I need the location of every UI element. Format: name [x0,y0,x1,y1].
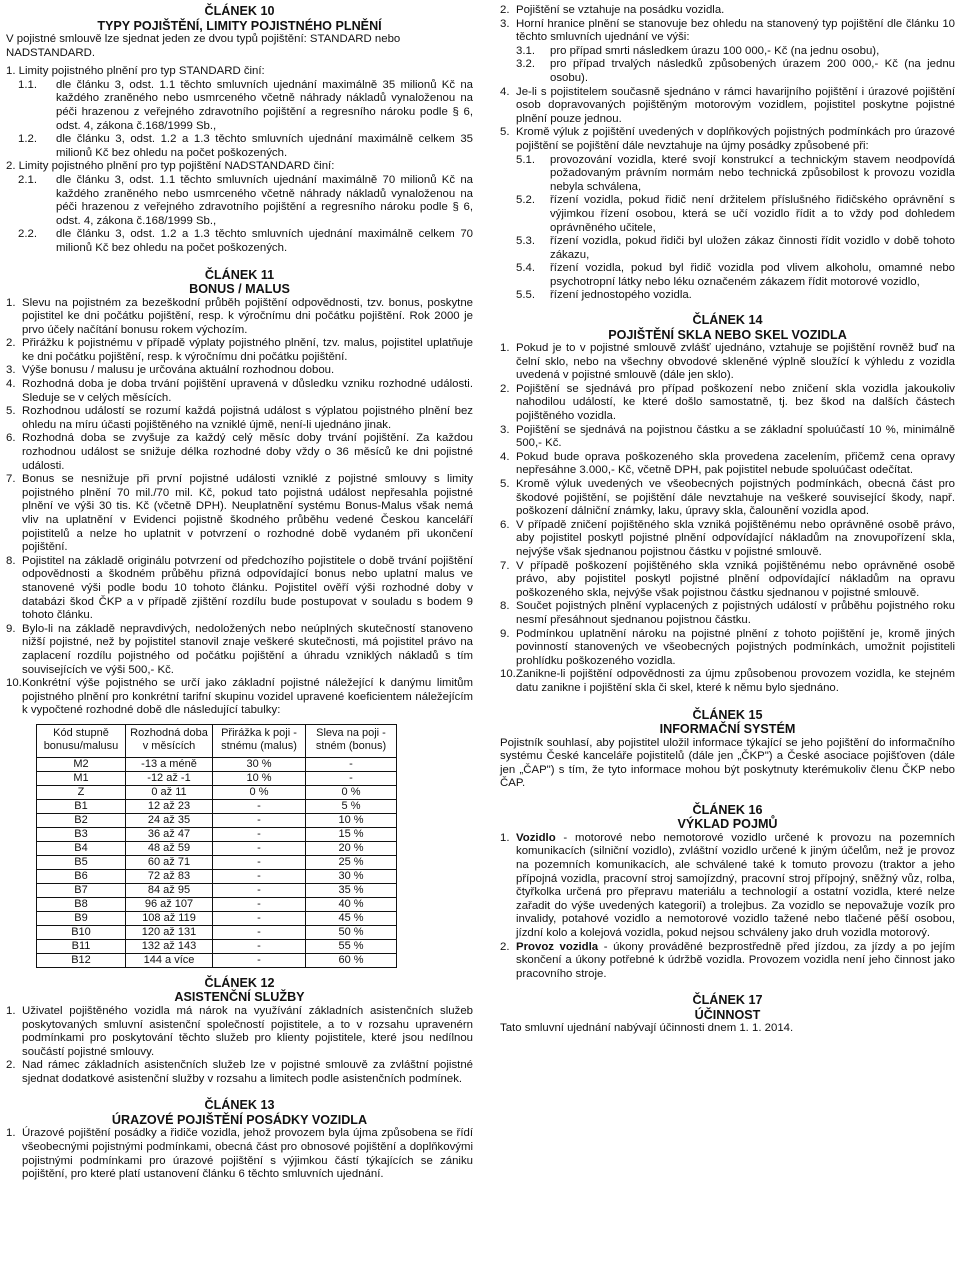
table-cell: - [306,771,397,785]
table-row [37,813,397,827]
article-17-text: Tato smluvní ujednání nabývají účinnosti dnem 1. 1. 2014. [500,1022,794,1035]
table-cell: - [213,799,306,813]
table-cell: 48 až 59 [126,841,213,855]
table-cell: - [213,897,306,911]
table-cell: 10 % [306,813,397,827]
list-item: 2. Přirážku k pojistnému v případě výplaty pojistného plnění, tzv. malus, pojistitel uplatňuje ke dni počátku pojištění, resp. k výročnímu dni počátku pojištění. [6,337,473,363]
list-subitem: 5.4. řízení vozidla, pokud byl řidič vozidla pod vlivem alkoholu, omamné nebo psychotropní látky nebo léku označeném zákazem řídit motorové vozidlo, [516,262,955,288]
table-cell: B10 [37,925,126,939]
table-cell: 96 až 107 [126,897,213,911]
list-subitem: 5.3. řízení vozidla, pokud řidiči byl uložen zákaz činnosti řídit vozidlo v době tohoto zákazu, [516,235,955,261]
table-cell: -12 až -1 [126,771,213,785]
article-14-list [500,342,955,695]
list-subitem: 5.5. řízení jednostopého vozidla. [516,289,692,302]
table-cell: M1 [37,771,126,785]
article-13-subtitle: ÚRAZOVÉ POJIŠTĚNÍ POSÁDKY VOZIDLA [111,1112,368,1127]
list-item: 5. Rozhodnou událostí se rozumí každá pojistná událost s výplatou pojistného plnění bez ohledu na míru účasti pojištěného na vzniklé újmě, není-li ujednáno jinak. [6,405,473,431]
table-cell: 12 až 23 [126,799,213,813]
table-row [37,771,397,785]
table-cell: - [213,953,306,967]
table-cell: 30 % [306,869,397,883]
article-10-point-2: 2. Limity pojistného plnění pro typ pojištění NADSTANDARD činí: [6,160,335,173]
article-10-point-2-1: 2.1. dle článku 3, odst. 1.1 těchto smluvních ujednání maximálně 70 milionů Kč na každého zraněného nebo usmrceného včetně náhrady nákladů vynaloženou na péči hrazenou z veřejného zdravotního pojištění a regresního nároku podle § 6, odst. 4, zákona č.168/1999 Sb., [18,173,473,227]
table-row [37,869,397,883]
table-cell: 40 % [306,897,397,911]
list-subitem: 5.1. provozování vozidla, které svojí konstrukcí a technickým stavem neodpovídá požadovaným právním normám nebo technická způsobilost k provozu vozidla nebyla schválena, [516,153,955,193]
bonus-malus-table [36,724,397,968]
table-cell: - [213,939,306,953]
table-cell: 36 až 47 [126,827,213,841]
table-cell: B6 [37,869,126,883]
article-12-title: ČLÁNEK 12 [204,975,275,990]
table-row [37,799,397,813]
table-row [37,757,397,771]
list-item: 1. Úrazové pojištění posádky a řidiče vozidla, jehož provozem byla újma způsobena se řídí všeobecnými pojistnými podmínkami, obecná část pro obnosové pojištění a doplňkovými pojistnými podmínkami pro úrazové pojištění s výjimkou částí týkajících se zániku pojištění, pro které platí ustanovení článku 6 těchto smluvních ujednání. [6,1127,473,1181]
list-item: 8. Součet pojistných plnění vyplacených z pojistných událostí v průběhu pojistného roku nesmí přesáhnout sjednanou pojistnou částku. [500,600,955,626]
list-item: 3. Pojištění se sjednává na pojistnou částku a se základní spoluúčastí 10 %, minimálně 500,- Kč. [500,423,955,450]
list-subitem: 3.1. pro případ smrti následkem úrazu 100 000,- Kč (na jednu osobu), [516,44,880,57]
table-cell: 24 až 35 [126,813,213,827]
table-cell: - [213,827,306,841]
list-item: 2. Nad rámec základních asistenčních služeb lze v pojistné smlouvě za zvláštní pojistné sjednat dodatkové asistenční služby v rozsahu a limitech podle asistenčních podmínek. [6,1059,473,1085]
table-cell: 50 % [306,925,397,939]
table-row [37,785,397,799]
table-row [37,855,397,869]
list-item: 2. Pojištění se sjednává pro případ poškození nebo zničení skla vozidla jakoukoliv nahodilou událostí, ke které došlo samostatně, tj. bez škod na dalších částech pojištěného vozidla. [500,382,955,423]
table-cell: 35 % [306,883,397,897]
table-cell: - [213,883,306,897]
list-item: 4. Rozhodná doba je doba trvání pojištění upravená v důsledku vzniku rozhodné události. Sleduje se v celých měsících. [6,378,473,404]
article-16-subtitle: VÝKLAD POJMŮ [677,817,778,832]
article-13-title: ČLÁNEK 13 [204,1098,275,1113]
table-cell: -13 a méně [126,757,213,771]
column-header: Sleva na poji - stném (bonus) [306,724,397,757]
list-item: 8. Pojistitel na základě originálu potvrzení od předchozího pojistitele o době trvání pojištění odpovědnosti a škodném průběhu přizná odpovídající bonus nebo uplatní malus ve stanovené výši podle bodu 10 tohoto článku. Pojistitel ověří výši rozhodné doby v databázi škod ČKP a v případě zjištění rozdílu bude postupovat v souladu s bodem 9 tohoto článku. [6,554,473,622]
article-10-point-1-2: 1.2. dle článku 3, odst. 1.2 a 1.3 těchto smluvních ujednání maximálně celkem 35 milionů Kč bez ohledu na počet poškozených. [18,133,473,159]
table-body [37,757,397,967]
list-item: 7. V případě poškození pojištěného skla vzniká pojištěnému nebo oprávněné osobě právo, aby pojistitel poskytl pojistné plnění odpovídající nákladům na opravu poškozeného skla, nejvýše však pojistnou částku sjednanou v pojistné smlouvě. [500,559,955,599]
article-11-title: ČLÁNEK 11 [204,267,275,282]
article-10-intro: V pojistné smlouvě lze sjednat jeden ze dvou typů pojištění: STANDARD nebo NADSTANDARD. [6,33,401,59]
table-cell: 5 % [306,799,397,813]
table-cell: B9 [37,911,126,925]
table-cell: 108 až 119 [126,911,213,925]
list-item: 1. Vozidlo - motorové nebo nemotorové vozidlo určené k provozu na pozemních komunikacích (silniční vozidlo), zvláštní vozidlo určené k jiným účelům, než je provoz na pozemních komunikacích, ale schválené také k tomuto provozu (traktor a jeho přípojná vozidla, pracovní stroj samojízdný, pracovní stroj přípojný, sněžný vůz, rolba, čtyřkolka určená pro přepravu materiálu a technologií a ostatní vozidla, které nelze zařadit do výše uvedených kategorií) a trolejbus. Za vozidlo se nepovažuje vozík pro invalidy, potahové vozidlo a nemotorové vozidlo tažené nebo tlačené pěší osobou, jízdní kolo a kolejová vozidla, pokud nejsou schváleny jako druh vozidla motorový. [500,831,955,940]
list-item: 10. Konkrétní výše pojistného se určí jako základní pojistné náležející k danýmu limitům pojistného plnění pro konkrétní tarifní skupinu vozidel upravené koeficientem náležejícím k vypočtené rozhodné době dle následující tabulky: [6,677,473,717]
list-item: 1. Pokud je to v pojistné smlouvě zvlášť ujednáno, vztahuje se pojištění rovněž buď na čelní sklo, nebo na všechny obvodové skleněné výplně sloužící k výhledu z vozidla uvedená v pojistné smlouvě (dále jen sklo). [500,342,955,382]
article-17-subtitle: ÚČINNOST [694,1007,761,1022]
table-cell: 20 % [306,841,397,855]
table-cell: 120 až 131 [126,925,213,939]
table-cell: 30 % [213,757,306,771]
column-header: Kód stupně bonusu/malusu [37,724,126,757]
list-item: 2. Pojištění se vztahuje na posádku vozidla. [500,4,725,16]
article-10-point-2-2: 2.2. dle článku 3, odst. 1.2 a 1.3 těchto smluvních ujednání maximálně celkem 70 milionů Kč bez ohledu na počet poškozených. [18,228,473,254]
list-item: 9. Bylo-li na základě nepravdivých, nedoložených nebo neúplných skutečností stanoveno nižší pojistné, než by pojistitel stanovil znaje veškeré skutečnosti, má pojistitel právo na zaplacení rozdílu pojistného od počátku pojištění a úhradu vzniklých nákladů s tím souvisejících ve výši 500,- Kč. [6,622,473,676]
list-item: 1. Slevu na pojistném za bezeškodní průběh pojištění odpovědnosti, tzv. bonus, poskytne pojistitel ke dni počátku pojištění, resp. k výročnímu dni počátku pojištění. Rok 2000 je prvo účely načítání bonusu rokem výchozím. [6,296,473,336]
table-cell: B4 [37,841,126,855]
article-14-title: ČLÁNEK 14 [692,313,763,328]
table-row [37,827,397,841]
list-item: 4. Je-li s pojistitelem současně sjednáno v rámci havarijního pojištění i úrazové pojištění osob dopravovaných pojištěným motorovým vozidlem, pojistitel poskytne pojistné plnění pouze jednou. [500,85,955,125]
article-10-point-1-1: 1.1. dle článku 3, odst. 1.1 těchto smluvních ujednání maximálně 35 milionů Kč na každého zraněného nebo usmrceného včetně náhrady nákladů vynaloženou na péči hrazenou z veřejného zdravotního pojištění a regresního nároku podle § 6, odst. 4, zákona č.168/1999 Sb., [18,78,473,132]
term: Vozidlo [516,831,556,844]
table-row [37,841,397,855]
table-cell: 55 % [306,939,397,953]
list-item: 6. Rozhodná doba se zvyšuje za každý celý měsíc doby trvání pojištění. Za každou rozhodnou událost se snižuje délka rozhodné doby vždy o 36 měsíců ke dni pojistné události. [6,432,473,472]
list-item: 9. Podmínkou uplatnění nároku na pojistné plnění z tohoto pojištění je, kromě jiných povinností stanovených ve všeobecných pojistných podmínkách, umožnit pojistiteli prohlídku poškozeného vozidla. [500,627,955,667]
table-cell: - [213,841,306,855]
table-cell: B7 [37,883,126,897]
table-row [37,939,397,953]
table-cell: - [213,911,306,925]
list-item: 1. Uživatel pojištěného vozidla má nárok na využívání základních asistenčních služeb poskytovaných smluvní asistenční společností pojistitele, a to v rozsahu upravenérn podmínkami pro poskytování těchto služeb pro klienty pojistitele, které jsou nedílnou součástí pojistné smlouvy. [6,1004,473,1058]
list-item: 3. Horní hranice plnění se stanovuje bez ohledu na stanovený typ pojištění dle článku 10 těchto smluvních ujednání ve výši: [500,17,955,44]
column-header: Přirážka k poji - stnému (malus) [213,724,306,757]
list-item: 10. Zanikne-li pojištění odpovědnosti za újmu způsobenou provozem vozidla, ke stejném datu zanikne i pojištění skla či skel, které k němu bylo sjednáno. [500,668,955,694]
table-cell: Z [37,785,126,799]
table-cell: 0 % [213,785,306,799]
article-11-subtitle: BONUS / MALUS [189,282,290,296]
table-cell: 60 % [306,953,397,967]
article-15-title: ČLÁNEK 15 [692,707,763,722]
article-11-list [6,297,473,718]
list-subitem: 3.2. pro případ trvalých následků způsobených úrazem 200 000,- Kč (na jednu osobu). [516,58,955,84]
table-row [37,911,397,925]
table-cell: 45 % [306,911,397,925]
list-item: 3. Výše bonusu / malusu je určována aktuální rozhodnou dobou. [6,364,335,377]
table-row [37,925,397,939]
table-row [37,953,397,967]
list-subitem: 5.2. řízení vozidla, pokud řidič není držitelem příslušného řidičského oprávnění s výjimkou řízení osobou, která se učí vozidlo řídit a to vždy pod dohledem oprávněného učitele, [516,194,955,234]
list-item: 5. Kromě výluk uvedených ve všeobecných pojistných podmínkách, obecná část pro škodové pojištění, se pojištění dále nevztahuje na veškeré související škody, např. poškození dálniční známky, laku, úpravy skla, čalounění vozidla apod. [500,478,955,518]
article-17-title: ČLÁNEK 17 [692,993,763,1008]
table-cell: - [213,855,306,869]
table-cell: - [213,925,306,939]
table-cell: 25 % [306,855,397,869]
list-item: 5. Kromě výluk z pojištění uvedených v doplňkových pojistných podmínkách pro úrazové pojištění se pojištění dále nevztahuje na újmy posádky způsobené při: [500,126,955,152]
table-cell: B5 [37,855,126,869]
table-header-row [37,724,397,757]
list-item: 7. Bonus se nesnižuje při první pojistné události vzniklé z pojistné smlouvy s limity pojistného plnění 70 mil./70 mil. Kč, pokud tato pojistná událost nepřesahla pojistné plnění ve výši 30 tis. Kč (včetně DPH). Neuplatnění systému Bonus-Malus však nemá vliv na uplatnění v Evidenci pojistně škodného průběhu vedené Českou kanceláří pojistitelů a nelze ho uplatnit v potvrzení o rozhodné době vydaném při ukončení pojištění. [6,473,473,554]
table-cell: - [213,813,306,827]
table-cell: 15 % [306,827,397,841]
table-cell: - [306,757,397,771]
article-15-text: Pojistník souhlasí, aby pojistitel uložil informace týkající se jeho pojištění do informačního systému České kanceláře pojistitelů (dále jen „ČKP") a České asociace pojišťoven (dále jen „ČAP") s tím, že tyto informace mohou být poskytnuty kterémukoliv členu ČKP nebo ČAP. [500,736,955,790]
table-cell: - [213,869,306,883]
article-10-subtitle: TYPY POJIŠTĚNÍ, LIMITY POJISTNÉHO PLNĚNÍ [97,18,382,33]
table-cell: B11 [37,939,126,953]
table-cell: B1 [37,799,126,813]
article-15-subtitle: INFORMAČNÍ SYSTÉM [659,722,796,736]
table-cell: B12 [37,953,126,967]
table-cell: B2 [37,813,126,827]
article-12-subtitle: ASISTENČNÍ SLUŽBY [174,990,305,1005]
article-10-title: ČLÁNEK 10 [204,4,275,18]
table-cell: B3 [37,827,126,841]
table-cell: M2 [37,757,126,771]
table-cell: 0 až 11 [126,785,213,799]
table-cell: B8 [37,897,126,911]
list-item: 6. V případě zničení pojištěného skla vzniká pojištěnému nebo oprávněné osobě právo, aby pojistitel poskytl pojistné plnění odpovídající nákladům na znovupořízení skla, nejvýše však sjednanou pojistnou částku v pojistné smlouvě. [500,518,955,558]
table-cell: 84 až 95 [126,883,213,897]
left-column [6,4,473,1182]
term: Provoz vozidla [516,940,599,953]
column-header: Rozhodná doba v měsících [126,724,213,757]
table-cell: 72 až 83 [126,869,213,883]
table-row [37,897,397,911]
article-14-subtitle: POJIŠTĚNÍ SKLA NEBO SKEL VOZIDLA [608,327,847,342]
list-item: 2. Provoz vozidla - úkony prováděné bezprostředně před jízdou, za jízdy a po jejím skončení a úkony potřebné k údržbě vozidla. Provozem vozidla není jeho činnost jako pracovního stroje. [500,940,955,980]
right-column [500,4,955,1036]
table-cell: 132 až 143 [126,939,213,953]
article-10-point-1: 1. Limity pojistného plnění pro typ STANDARD činí: [6,65,265,78]
article-16-title: ČLÁNEK 16 [692,802,763,817]
table-cell: 144 a více [126,953,213,967]
table-cell: 60 až 71 [126,855,213,869]
list-item: 4. Pokud bude oprava poškozeného skla provedena zacelením, přičemž cena opravy nepřesáhne 3.000,- Kč, včetně DPH, pak pojistitel nebude spoluúčast odečítat. [500,450,955,477]
table-cell: 0 % [306,785,397,799]
table-row [37,883,397,897]
table-cell: 10 % [213,771,306,785]
